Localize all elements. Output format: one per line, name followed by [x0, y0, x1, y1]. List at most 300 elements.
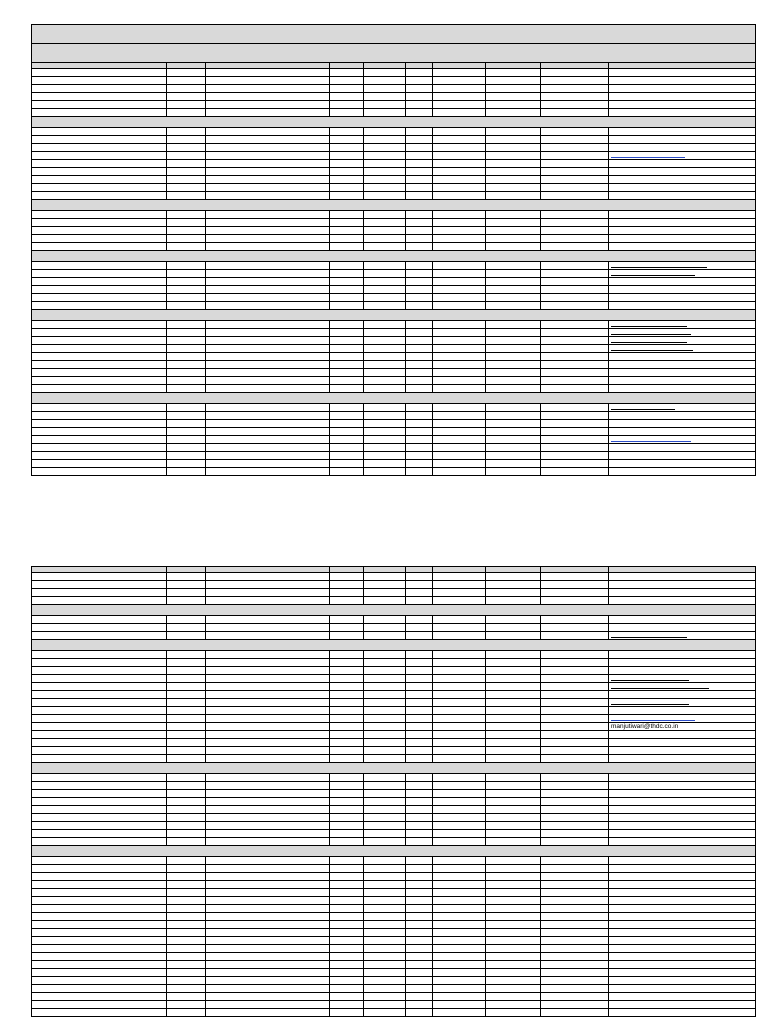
table-row [32, 838, 756, 846]
table-cell [206, 857, 330, 865]
table-cell [364, 865, 406, 873]
table-cell [486, 873, 541, 881]
table-cell [364, 101, 406, 109]
hyperlink[interactable] [611, 264, 707, 268]
table-cell [32, 945, 167, 953]
table-cell [486, 404, 541, 412]
table-row [32, 830, 756, 838]
table-cell [433, 192, 486, 200]
table-row [32, 806, 756, 814]
table-cell [206, 905, 330, 913]
table-cell [406, 659, 433, 667]
table-cell [32, 176, 167, 184]
table-cell [486, 739, 541, 747]
table-cell [609, 838, 756, 846]
table-cell [32, 707, 167, 715]
spreadsheet-page-2 [31, 566, 755, 1017]
table-cell [433, 632, 486, 640]
table-row [32, 361, 756, 369]
table-cell [541, 286, 609, 294]
table-cell [167, 589, 206, 597]
table-row [32, 109, 756, 117]
table-cell [167, 270, 206, 278]
table-cell [406, 873, 433, 881]
table-cell [406, 945, 433, 953]
table-cell [541, 814, 609, 822]
table-cell [433, 945, 486, 953]
table-cell [609, 977, 756, 985]
table-cell [609, 651, 756, 659]
table-cell [406, 361, 433, 369]
table-cell [206, 109, 330, 117]
table-cell [609, 707, 756, 715]
table-cell [330, 144, 364, 152]
hyperlink[interactable] [611, 406, 675, 410]
table-cell [167, 913, 206, 921]
table-cell [364, 243, 406, 251]
table-cell [541, 822, 609, 830]
table-cell [206, 865, 330, 873]
table-cell [32, 128, 167, 136]
table-cell [433, 337, 486, 345]
table-cell [206, 428, 330, 436]
subtitle-bar [32, 44, 756, 63]
table-cell [364, 624, 406, 632]
table-row [32, 329, 756, 337]
table-row [32, 798, 756, 806]
table-cell [364, 235, 406, 243]
table-cell [433, 774, 486, 782]
table-cell [433, 385, 486, 393]
table-cell [330, 889, 364, 897]
table-cell [167, 581, 206, 589]
table-cell [609, 1009, 756, 1017]
table-cell [167, 184, 206, 192]
table-cell [32, 184, 167, 192]
table-cell [486, 953, 541, 961]
table-cell [206, 321, 330, 329]
table-cell [32, 969, 167, 977]
table-cell [330, 176, 364, 184]
table-cell [433, 227, 486, 235]
table-cell [167, 747, 206, 755]
table-cell [609, 691, 756, 699]
table-cell [32, 814, 167, 822]
table-cell [406, 774, 433, 782]
table-cell [32, 345, 167, 353]
table-cell [206, 168, 330, 176]
table-cell [32, 961, 167, 969]
table-cell [206, 176, 330, 184]
table-cell [486, 865, 541, 873]
table-cell [609, 211, 756, 219]
table-cell [609, 420, 756, 428]
table-cell [541, 715, 609, 723]
section-header-cell [32, 310, 756, 321]
table-cell [364, 985, 406, 993]
hyperlink[interactable] [611, 438, 691, 442]
hyperlink[interactable] [611, 331, 691, 335]
table-cell [433, 937, 486, 945]
table-cell [330, 782, 364, 790]
table-cell [541, 747, 609, 755]
table-cell [206, 452, 330, 460]
table-cell [406, 262, 433, 270]
hyperlink[interactable] [611, 677, 689, 681]
table-cell [364, 774, 406, 782]
table-cell [364, 337, 406, 345]
table-cell [609, 302, 756, 310]
table-cell [406, 436, 433, 444]
table-cell [541, 337, 609, 345]
table-cell [206, 667, 330, 675]
table-cell [330, 573, 364, 581]
table-cell [330, 616, 364, 624]
table-cell [541, 573, 609, 581]
table-cell [541, 616, 609, 624]
table-cell [32, 699, 167, 707]
table-cell [541, 905, 609, 913]
table-row [32, 651, 756, 659]
table-cell [206, 278, 330, 286]
hyperlink[interactable] [611, 154, 685, 158]
table-row [32, 739, 756, 747]
table-cell [541, 597, 609, 605]
table-cell [364, 937, 406, 945]
table-cell [541, 294, 609, 302]
table-cell [433, 667, 486, 675]
table-cell [609, 616, 756, 624]
table-cell [406, 136, 433, 144]
table-cell [433, 302, 486, 310]
hyperlink[interactable] [611, 717, 695, 721]
table-cell [32, 420, 167, 428]
table-cell [433, 755, 486, 763]
table-cell [330, 270, 364, 278]
table-cell [206, 353, 330, 361]
table-row [32, 790, 756, 798]
table-cell [541, 624, 609, 632]
table-cell [32, 739, 167, 747]
table-cell [167, 109, 206, 117]
table-cell [364, 739, 406, 747]
hyperlink[interactable] [611, 339, 687, 343]
table-cell [32, 905, 167, 913]
table-cell [406, 270, 433, 278]
table-cell [330, 798, 364, 806]
table-cell [206, 385, 330, 393]
table-cell [609, 192, 756, 200]
table-cell [433, 345, 486, 353]
table-cell [486, 814, 541, 822]
table-cell [406, 667, 433, 675]
table-cell [167, 838, 206, 846]
table-cell [433, 969, 486, 977]
table-cell [406, 377, 433, 385]
table-row [32, 881, 756, 889]
table-cell [206, 913, 330, 921]
table-row [32, 321, 756, 329]
table-cell [32, 616, 167, 624]
table-cell [433, 404, 486, 412]
table-cell [609, 814, 756, 822]
table-cell [541, 270, 609, 278]
table-cell [32, 377, 167, 385]
table-cell [206, 798, 330, 806]
table-cell [433, 581, 486, 589]
table-cell [167, 428, 206, 436]
table-cell [330, 192, 364, 200]
table-row [32, 128, 756, 136]
table-cell [167, 452, 206, 460]
table-cell [32, 889, 167, 897]
table-cell [486, 667, 541, 675]
hyperlink[interactable] [611, 634, 687, 638]
table-cell [167, 755, 206, 763]
table-cell [433, 294, 486, 302]
table-cell [433, 675, 486, 683]
table-cell [486, 77, 541, 85]
table-cell [609, 452, 756, 460]
table-cell [541, 699, 609, 707]
table-cell [406, 597, 433, 605]
table-row [32, 913, 756, 921]
table-row [32, 897, 756, 905]
table-cell [406, 1001, 433, 1009]
hyperlink[interactable] [611, 685, 709, 689]
table-cell [433, 699, 486, 707]
table-cell [167, 731, 206, 739]
table-cell [32, 192, 167, 200]
table-cell [406, 691, 433, 699]
table-cell [609, 723, 756, 731]
table-cell [32, 881, 167, 889]
table-cell [206, 632, 330, 640]
hyperlink[interactable] [611, 701, 689, 705]
table-cell [167, 651, 206, 659]
table-cell [609, 385, 756, 393]
table-cell [32, 468, 167, 476]
table-cell [206, 873, 330, 881]
table-cell [486, 589, 541, 597]
table-cell [167, 822, 206, 830]
table-cell [330, 420, 364, 428]
table-cell [486, 675, 541, 683]
table-cell [609, 739, 756, 747]
table-cell [433, 428, 486, 436]
table-cell [32, 404, 167, 412]
table-cell [364, 830, 406, 838]
table-cell [167, 715, 206, 723]
table-cell [206, 460, 330, 468]
table-cell [364, 144, 406, 152]
table-cell [609, 337, 756, 345]
table-cell [433, 977, 486, 985]
table-row [32, 377, 756, 385]
table-cell [364, 616, 406, 624]
table-cell [486, 929, 541, 937]
table-cell [167, 278, 206, 286]
table-cell [486, 651, 541, 659]
table-row [32, 993, 756, 1001]
table-cell [167, 329, 206, 337]
table-cell [433, 329, 486, 337]
table-cell [167, 211, 206, 219]
table-cell [609, 227, 756, 235]
table-row [32, 755, 756, 763]
table-cell [609, 262, 756, 270]
table-cell [541, 404, 609, 412]
table-row [32, 286, 756, 294]
table-cell [406, 176, 433, 184]
table-cell [406, 814, 433, 822]
table-cell [364, 452, 406, 460]
table-cell [330, 953, 364, 961]
table-cell [541, 77, 609, 85]
table-cell [167, 176, 206, 184]
table-cell [32, 651, 167, 659]
table-cell [32, 460, 167, 468]
table-cell [364, 822, 406, 830]
table-cell [330, 873, 364, 881]
table-row [32, 865, 756, 873]
table-cell [541, 881, 609, 889]
table-cell [206, 806, 330, 814]
table-cell [330, 1001, 364, 1009]
table-cell [167, 624, 206, 632]
table-row [32, 69, 756, 77]
table-cell [433, 790, 486, 798]
table-cell [167, 219, 206, 227]
table-cell [167, 235, 206, 243]
table-cell [609, 160, 756, 168]
table-cell [206, 436, 330, 444]
table-cell [433, 798, 486, 806]
table-cell [206, 739, 330, 747]
table-cell [486, 101, 541, 109]
table-cell [433, 235, 486, 243]
table-cell [541, 436, 609, 444]
table-cell [541, 385, 609, 393]
table-cell [541, 321, 609, 329]
table-cell [486, 857, 541, 865]
table-cell [364, 659, 406, 667]
table-cell [609, 961, 756, 969]
table-cell [32, 160, 167, 168]
table-cell [330, 651, 364, 659]
table-cell [330, 755, 364, 763]
table-cell [609, 873, 756, 881]
table-cell [541, 219, 609, 227]
table-cell [206, 136, 330, 144]
table-cell [486, 219, 541, 227]
table-cell [364, 790, 406, 798]
table-cell [406, 412, 433, 420]
table-cell [206, 651, 330, 659]
table-cell [206, 921, 330, 929]
table-cell [32, 168, 167, 176]
table-cell [433, 589, 486, 597]
table-cell [206, 101, 330, 109]
table-cell [330, 731, 364, 739]
table-cell [541, 227, 609, 235]
table-cell [32, 993, 167, 1001]
table-cell [433, 913, 486, 921]
table-cell [330, 412, 364, 420]
table-cell [206, 616, 330, 624]
table-cell [330, 227, 364, 235]
table-row [32, 160, 756, 168]
table-cell [406, 93, 433, 101]
table-cell [486, 945, 541, 953]
table-cell [330, 377, 364, 385]
table-row [32, 227, 756, 235]
table-cell [330, 302, 364, 310]
table-cell [541, 369, 609, 377]
table-cell [433, 353, 486, 361]
table-cell [406, 452, 433, 460]
hyperlink[interactable] [611, 347, 693, 351]
table-cell [609, 889, 756, 897]
table-cell [486, 683, 541, 691]
table-cell [486, 192, 541, 200]
table-cell [541, 707, 609, 715]
table-cell [330, 404, 364, 412]
table-row [32, 822, 756, 830]
section-header [32, 640, 756, 651]
table-cell [609, 897, 756, 905]
table-cell [486, 889, 541, 897]
table-cell [433, 838, 486, 846]
table-row [32, 597, 756, 605]
table-cell [406, 961, 433, 969]
table-cell [364, 436, 406, 444]
table-row [32, 969, 756, 977]
table-cell [206, 152, 330, 160]
table-cell [541, 345, 609, 353]
table-cell [364, 691, 406, 699]
table-cell [330, 385, 364, 393]
table-cell [364, 838, 406, 846]
table-cell [32, 262, 167, 270]
table-cell [206, 747, 330, 755]
table-row [32, 667, 756, 675]
table-cell [364, 270, 406, 278]
table-row [32, 420, 756, 428]
table-cell [486, 136, 541, 144]
table-cell [433, 921, 486, 929]
table-cell [206, 881, 330, 889]
table-cell [32, 444, 167, 452]
table-cell [364, 77, 406, 85]
table-row [32, 1001, 756, 1009]
table-cell [364, 369, 406, 377]
table-cell [206, 624, 330, 632]
table-cell [167, 1001, 206, 1009]
table-cell [167, 160, 206, 168]
hyperlink[interactable] [611, 272, 695, 276]
table-cell [32, 683, 167, 691]
table-cell [330, 128, 364, 136]
table-cell [330, 294, 364, 302]
table-cell [433, 616, 486, 624]
table-cell [541, 160, 609, 168]
table-cell [330, 460, 364, 468]
table-cell [330, 581, 364, 589]
hyperlink[interactable] [611, 323, 687, 327]
table-cell [433, 905, 486, 913]
table-cell [609, 581, 756, 589]
